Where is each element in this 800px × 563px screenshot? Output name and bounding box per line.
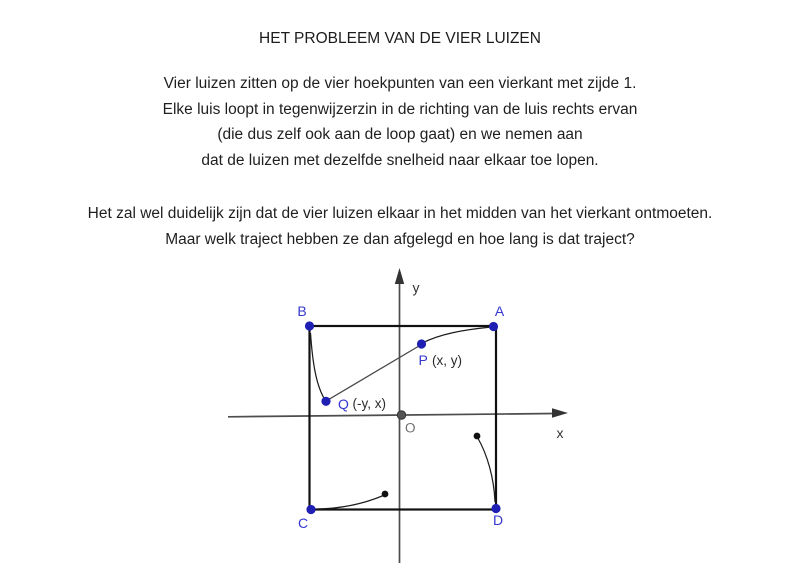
point-label-q-coords: (-y, x) (352, 396, 386, 411)
qp-segment (327, 345, 422, 401)
paragraph-line: Elke luis loopt in tegenwijzerzin in de richting van de luis rechts ervan (162, 100, 638, 118)
paragraph-line: Maar welk traject hebben ze dan afgelegd en hoe lang is dat traject? (165, 230, 635, 248)
point-label-p: P (418, 352, 428, 368)
origin-label: O (405, 420, 416, 436)
pursuit-curve-b (311, 333, 326, 400)
point-label-p-coords: (x, y) (432, 353, 462, 368)
pursuit-curve-d (478, 438, 495, 502)
pursuit-curve-c (317, 495, 385, 509)
origin-dot (397, 411, 405, 419)
x-axis-arrow-icon (552, 408, 568, 417)
vertex-dot-b (305, 321, 314, 330)
paragraph-line: Het zal wel duidelijk zijn dat de vier luizen elkaar in het midden van het vierkant ontmoeten. (87, 205, 713, 222)
vertex-label-d: D (492, 512, 504, 528)
point-dot-q (321, 397, 330, 406)
paragraph-line: dat de luizen met dezelfde snelheid naar elkaar toe lopen. (201, 151, 599, 169)
x-axis-label: x (556, 425, 564, 441)
pursuit-curve-a (423, 327, 490, 343)
y-axis-arrow-icon (395, 268, 404, 284)
paragraph-line: Vier luizen zitten op de vier hoekpunten van een vierkant met zijde 1. (163, 75, 637, 92)
trace-dot-d (474, 433, 481, 440)
x-axis-line (228, 414, 554, 417)
vertex-label-c: C (297, 515, 309, 531)
trace-dot-c (382, 491, 389, 498)
page-title: HET PROBLEEM VAN DE VIER LUIZEN (259, 30, 541, 47)
vertex-dot-a (489, 322, 498, 331)
point-label-q: Q (338, 396, 349, 412)
point-dot-p (417, 339, 426, 348)
y-axis-label: y (412, 279, 420, 296)
vertex-dot-c (306, 505, 315, 514)
paragraph-line: (die dus zelf ook aan de loop gaat) en we nemen aan (217, 126, 583, 143)
vertex-label-b: B (297, 303, 307, 319)
vertex-label-a: A (494, 303, 505, 319)
